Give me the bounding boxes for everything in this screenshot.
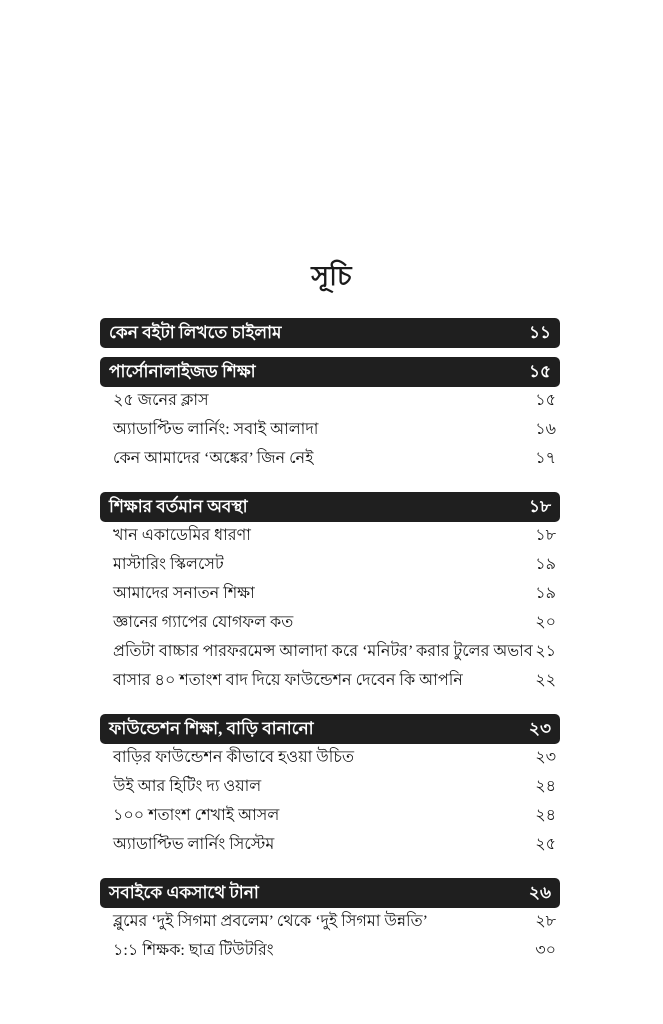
section-entry-list: [100, 387, 560, 478]
toc-entry[interactable]: [100, 912, 560, 941]
entry-page-number: ১৮: [535, 527, 556, 544]
toc-entry[interactable]: [100, 555, 560, 584]
toc-section: [100, 714, 560, 869]
section-header-bar[interactable]: [100, 357, 560, 387]
entry-title: অ্যাডাপ্টিভ লার্নিং সিস্টেম: [113, 836, 275, 853]
entry-title: বাড়ির ফাউন্ডেশন কীভাবে হওয়া উচিত: [113, 749, 354, 766]
entry-title: ব্লুমের ‘দুই সিগমা প্রবলেম’ থেকে ‘দুই সিগমা উন্নতি’: [113, 913, 428, 930]
section-header-bar[interactable]: [100, 714, 560, 744]
toc-entry[interactable]: [100, 748, 560, 777]
entry-page-number: ১৭: [535, 450, 556, 467]
entry-title: ২৫ জনের ক্লাস: [113, 392, 209, 409]
section-title: সবাইকে একসাথে টানা: [109, 882, 259, 902]
section-spacer: [100, 970, 560, 975]
section-entry-list: [100, 522, 560, 700]
entry-title: ১০০ শতাংশ শেখাই আসল: [113, 807, 280, 824]
entry-title: কেন আমাদের ‘অঙ্কের’ জিন নেই: [113, 450, 314, 467]
toc-entry[interactable]: [100, 420, 560, 449]
section-spacer: [100, 478, 560, 483]
toc-entry[interactable]: [100, 941, 560, 970]
entry-title: মাস্টারিং স্কিলসেট: [113, 556, 224, 573]
toc-entry[interactable]: [100, 613, 560, 642]
entry-title: খান একাডেমির ধারণা: [113, 527, 251, 544]
entry-page-number: ২৫: [535, 836, 556, 853]
section-title: কেন বইটা লিখতে চাইলাম: [109, 322, 282, 342]
entry-title: প্রতিটা বাচ্চার পারফরমেন্স আলাদা করে ‘মনিটর’ করার টুলের অভাব: [113, 643, 533, 660]
toc-entry[interactable]: [100, 806, 560, 835]
entry-title: ১:১ শিক্ষক: ছাত্র টিউটরিং: [113, 942, 274, 959]
section-title: ফাউন্ডেশন শিক্ষা, বাড়ি বানানো: [109, 718, 314, 738]
entry-page-number: ২৪: [535, 807, 556, 824]
section-page-number: ১৮: [528, 496, 551, 516]
entry-page-number: ২১: [535, 643, 556, 660]
toc-entry[interactable]: [100, 835, 560, 864]
toc-section: [100, 318, 560, 348]
section-page-number: ১৫: [528, 361, 551, 381]
entry-page-number: ২৪: [535, 778, 556, 795]
section-page-number: ১১: [528, 322, 551, 342]
section-header-bar[interactable]: [100, 492, 560, 522]
entry-title: উই আর হিটিং দ্য ওয়াল: [113, 778, 262, 795]
section-page-number: ২৬: [528, 882, 551, 902]
section-entry-list: [100, 744, 560, 864]
entry-title: আমাদের সনাতন শিক্ষা: [113, 585, 255, 602]
page-title: সূচি: [311, 261, 352, 291]
entry-page-number: ৩০: [535, 942, 556, 959]
section-spacer: [100, 700, 560, 705]
entry-title: বাসার ৪০ শতাংশ বাদ দিয়ে ফাউন্ডেশন দেবেন কি আপনি: [113, 672, 463, 689]
section-spacer: [100, 864, 560, 869]
toc-section: [100, 357, 560, 483]
toc-entry[interactable]: [100, 526, 560, 555]
section-title: শিক্ষার বর্তমান অবস্থা: [109, 496, 248, 516]
toc-entry[interactable]: [100, 671, 560, 700]
section-page-number: ২৩: [528, 718, 551, 738]
toc-entry[interactable]: [100, 584, 560, 613]
toc-entry[interactable]: [100, 391, 560, 420]
entry-title: জ্ঞানের গ্যাপের যোগফল কত: [113, 614, 294, 631]
toc-entry[interactable]: [100, 449, 560, 478]
entry-page-number: ১৬: [535, 421, 556, 438]
toc-list: [100, 318, 560, 975]
section-title: পার্সোনালাইজড শিক্ষা: [109, 361, 256, 381]
toc-section: [100, 878, 560, 975]
entry-page-number: ২০: [535, 614, 556, 631]
entry-page-number: ১৯: [535, 585, 556, 602]
section-header-bar[interactable]: [100, 878, 560, 908]
entry-page-number: ১৯: [535, 556, 556, 573]
toc-entry[interactable]: [100, 642, 560, 671]
entry-page-number: ১৫: [535, 392, 556, 409]
entry-page-number: ২৩: [535, 749, 556, 766]
entry-page-number: ২৮: [535, 913, 556, 930]
section-header-bar[interactable]: [100, 318, 560, 348]
entry-page-number: ২২: [535, 672, 556, 689]
toc-entry[interactable]: [100, 777, 560, 806]
toc-section: [100, 492, 560, 705]
entry-title: অ্যাডাপ্টিভ লার্নিং: সবাই আলাদা: [113, 421, 319, 438]
section-entry-list: [100, 908, 560, 970]
